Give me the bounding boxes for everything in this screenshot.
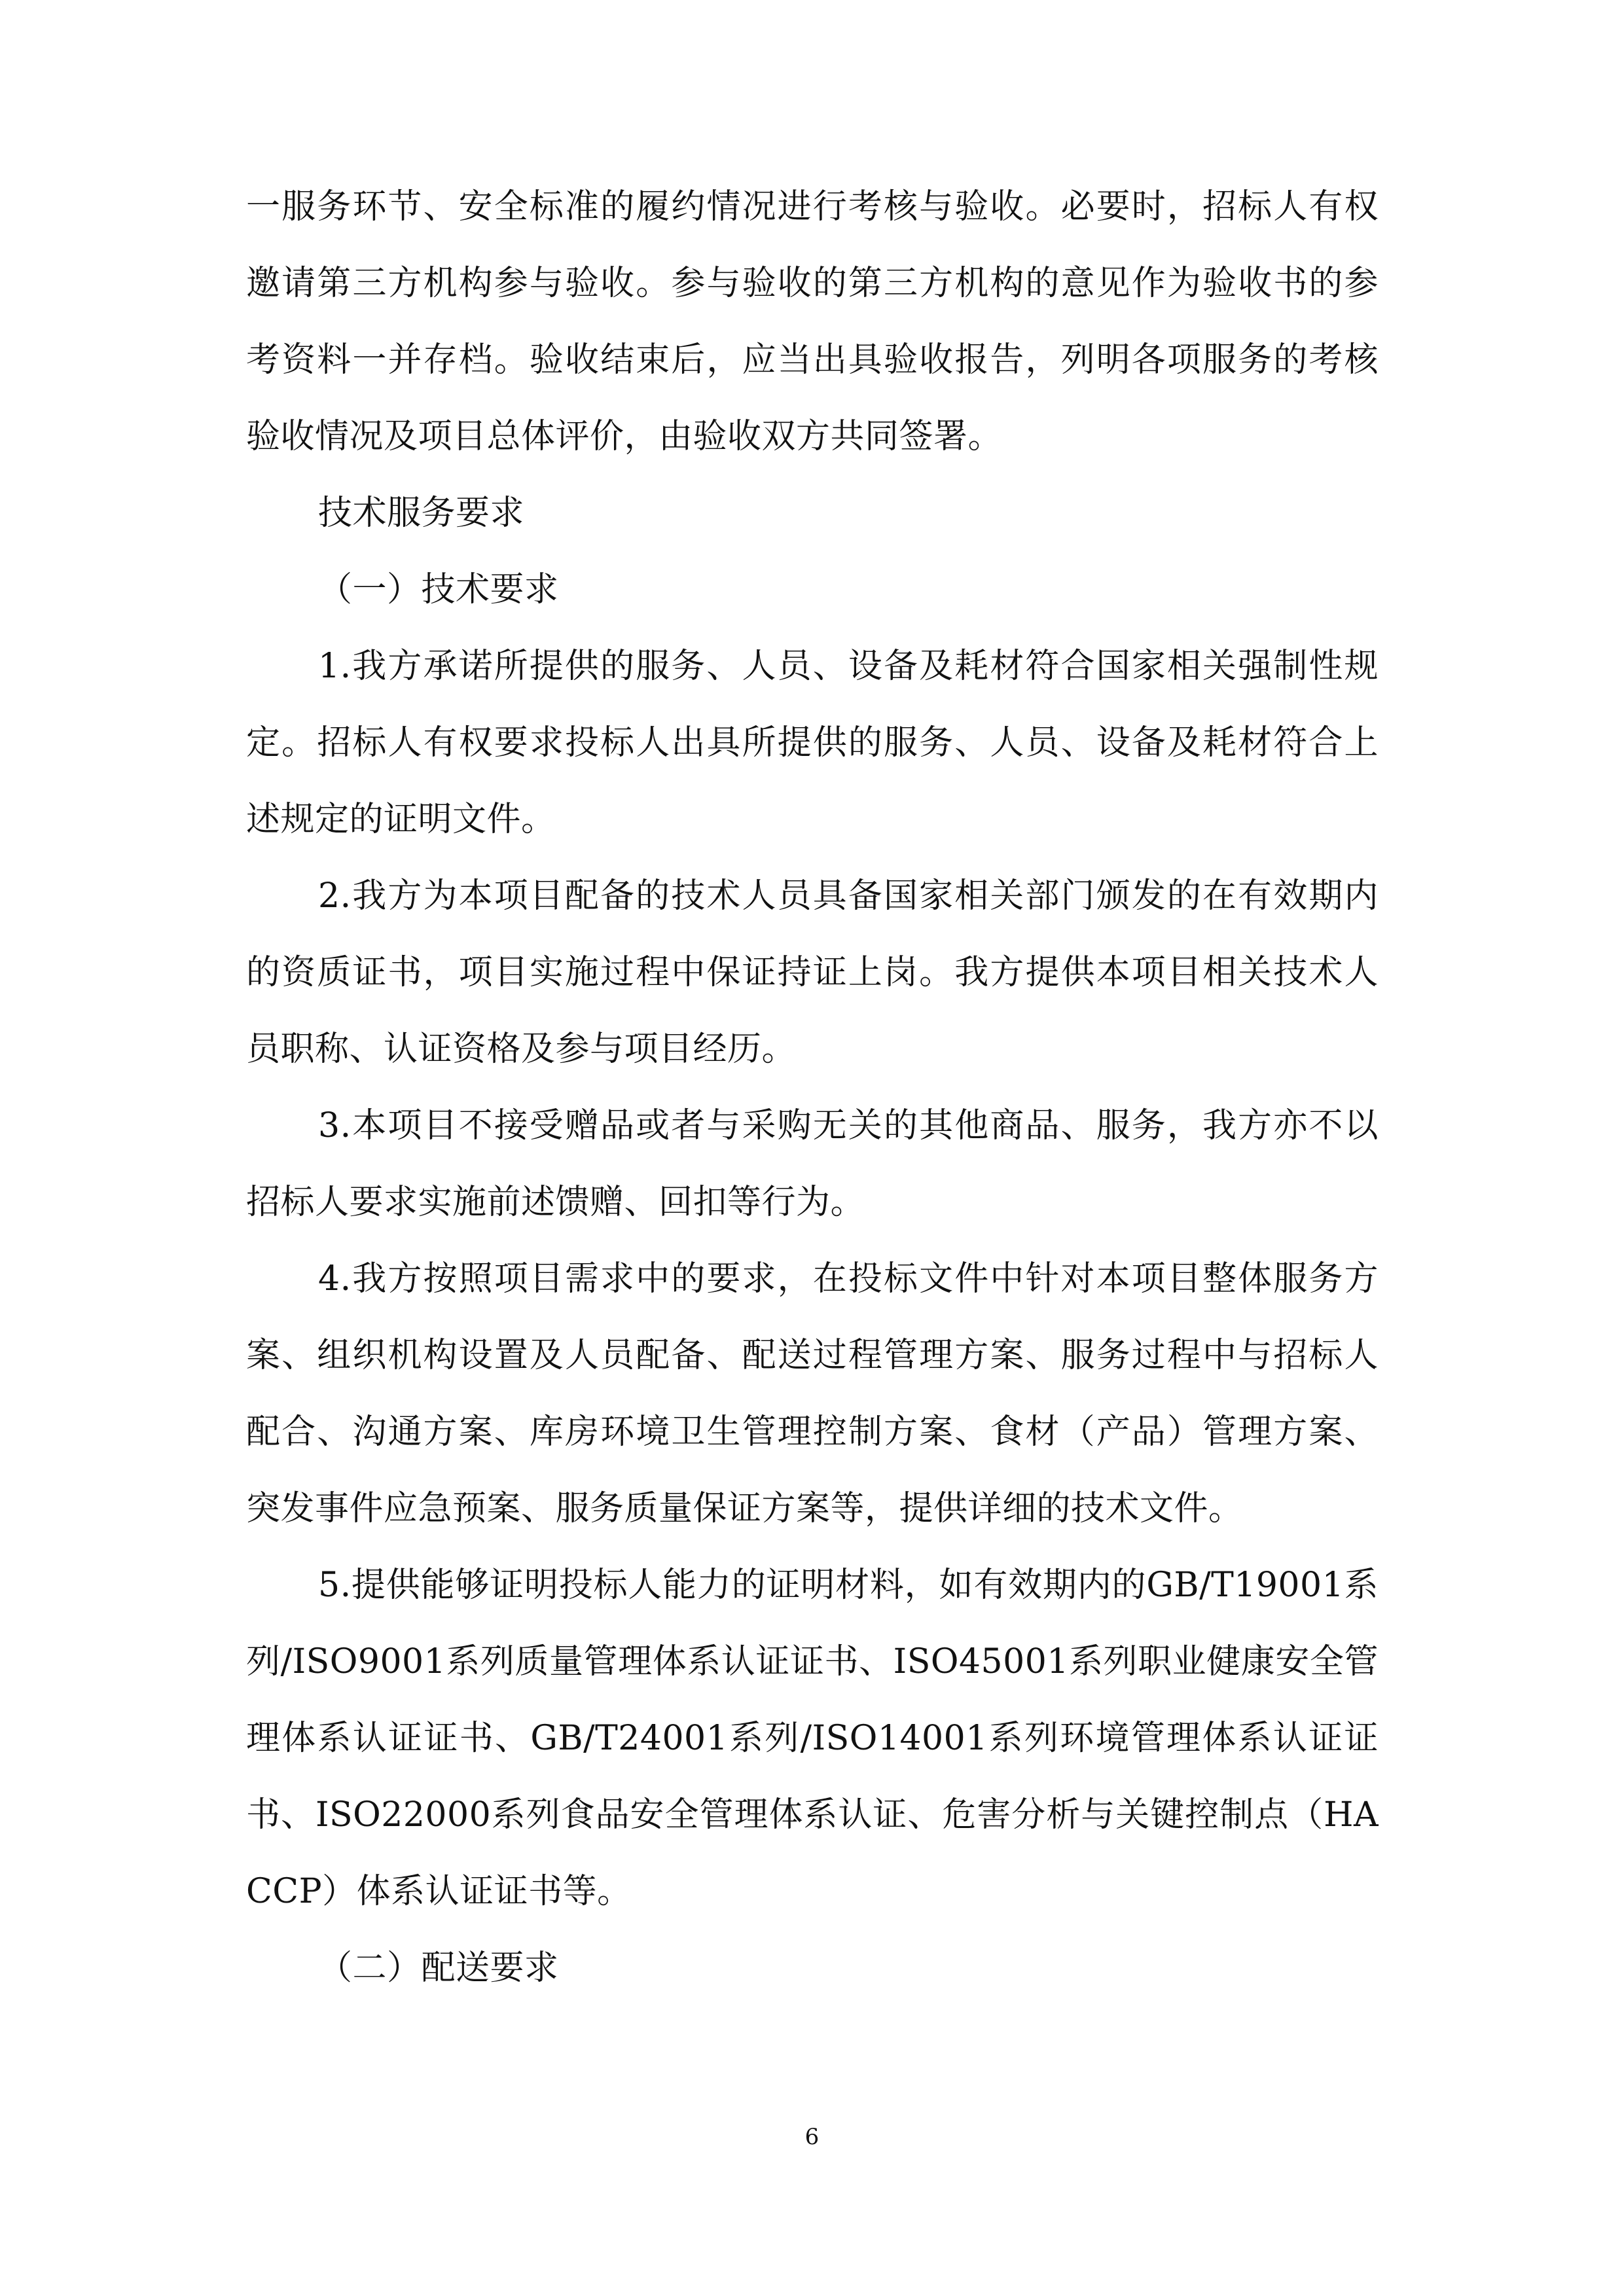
paragraph-item-4: 4.我方按照项目需求中的要求，在投标文件中针对本项目整体服务方案、组织机构设置及人员配备、配送过程管理方案、服务过程中与招标人配合、沟通方案、库房环境卫生管理控制方案、食材（产品）管理方案、突发事件应急预案、服务质量保证方案等，提供详细的技术文件。 [246, 1259, 1379, 1528]
paragraph-item-5: 5.提供能够证明投标人能力的证明材料，如有效期内的GB/T19001系列/ISO9001系列质量管理体系认证证书、ISO45001系列职业健康安全管理体系认证证书、GB/T24001系列/ISO14001系列环境管理体系认证证书、ISO22000系列食品安全管理体系认证、危害分析与关键控制点（HACCP）体系认证证书等。 [246, 1566, 1379, 1911]
paragraph-item-2: 2.我方为本项目配备的技术人员具备国家相关部门颁发的在有效期内的资质证书，项目实施过程中保证持证上岗。我方提供本项目相关技术人员职称、认证资格及参与项目经历。 [246, 876, 1379, 1069]
paragraph-acceptance-continuation: 一服务环节、安全标准的履约情况进行考核与验收。必要时，招标人有权邀请第三方机构参与验收。参与验收的第三方机构的意见作为验收书的参考资料一并存档。验收结束后，应当出具验收报告，列明各项服务的考核验收情况及项目总体评价，由验收双方共同签署。 [246, 187, 1379, 456]
paragraph-item-3: 3.本项目不接受赠品或者与采购无关的其他商品、服务，我方亦不以招标人要求实施前述馈赠、回扣等行为。 [246, 1106, 1379, 1222]
page-number: 6 [804, 2124, 820, 2150]
document-body [246, 169, 1379, 2007]
subsection-heading-delivery-requirements: （二）配送要求 [318, 1948, 559, 1988]
paragraph-item-1: 1.我方承诺所提供的服务、人员、设备及耗材符合国家相关强制性规定。招标人有权要求投标人出具所提供的服务、人员、设备及耗材符合上述规定的证明文件。 [246, 647, 1379, 839]
section-heading-technical-service-requirements: 技术服务要求 [318, 493, 525, 533]
subsection-heading-technical-requirements: （一）技术要求 [318, 570, 559, 609]
